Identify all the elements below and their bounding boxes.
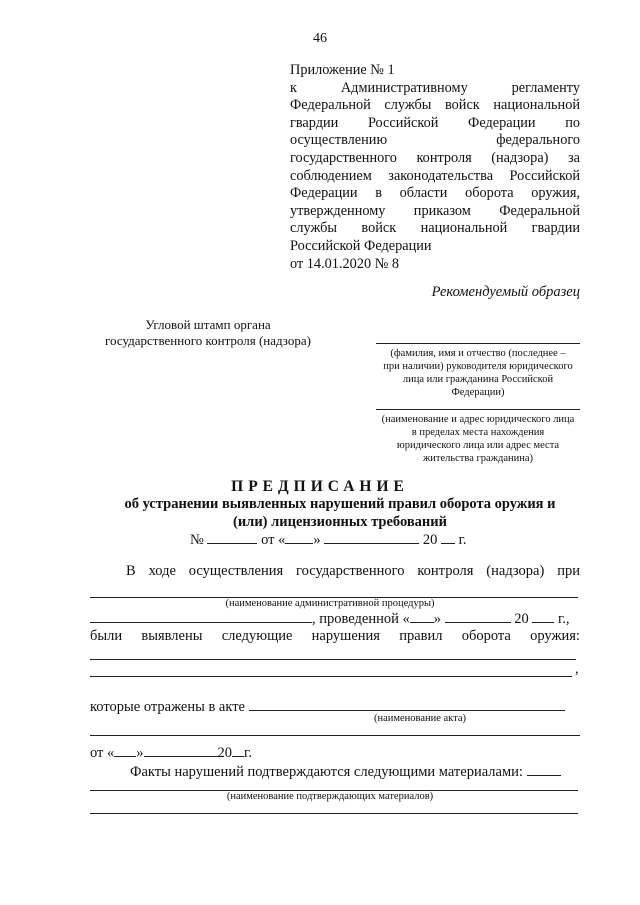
word: ходе bbox=[148, 563, 176, 579]
year-suffix: г. bbox=[458, 532, 467, 548]
materials-note: (наименование подтверждающих материалов) bbox=[226, 791, 434, 802]
word: контроля bbox=[417, 563, 474, 579]
word: при bbox=[557, 563, 580, 579]
recipient-address-note bbox=[370, 413, 586, 465]
appendix-line: Приложение № 1 bbox=[290, 62, 395, 78]
year-suffix: г., bbox=[557, 611, 570, 627]
recipient-name-line bbox=[376, 343, 580, 344]
materials-line-2 bbox=[90, 813, 578, 814]
procedure-blank bbox=[90, 609, 312, 623]
year-suffix: г. bbox=[244, 745, 252, 761]
year-blank bbox=[532, 609, 554, 623]
year-prefix: 20 bbox=[422, 532, 438, 548]
intro-line bbox=[126, 563, 580, 580]
day-blank bbox=[114, 743, 136, 757]
year-blank bbox=[441, 530, 455, 544]
act-note: (наименование акта) bbox=[373, 713, 467, 724]
subtitle-line: (или) лицензионных требований bbox=[233, 514, 447, 530]
violations-line-1 bbox=[90, 659, 576, 660]
recipient-name-note bbox=[370, 347, 586, 399]
act-blank bbox=[249, 697, 565, 711]
violations-comma: , bbox=[575, 661, 579, 677]
subtitle-line: об устранении выявленных нарушений правил оборота оружия и bbox=[124, 496, 556, 512]
document-title: ПРЕДПИСАНИЕ bbox=[231, 478, 409, 495]
recipient-address-line bbox=[376, 409, 580, 410]
word: правил bbox=[399, 628, 443, 644]
note-line: (фамилия, имя и отчество (последнее – bbox=[390, 348, 566, 359]
word: осуществления bbox=[188, 563, 284, 579]
number-date-line bbox=[190, 530, 467, 549]
document-subtitle bbox=[100, 495, 580, 531]
date-open: от « bbox=[261, 532, 286, 548]
word: следующие bbox=[221, 628, 293, 644]
page-number: 46 bbox=[313, 31, 327, 46]
month-blank bbox=[144, 743, 218, 757]
stamp-line: государственного контроля (надзора) bbox=[105, 333, 311, 348]
note-line: юридического лица или адрес места bbox=[396, 440, 560, 451]
reflected-text: которые отражены в акте bbox=[90, 699, 245, 715]
appendix-line: к Административному регламенту bbox=[290, 79, 580, 96]
appendix-line: утвержденному приказом Федеральной bbox=[290, 202, 580, 219]
conducted-line bbox=[90, 609, 570, 628]
word: были bbox=[90, 628, 123, 644]
materials-blank bbox=[527, 762, 561, 776]
note-line: жительства гражданина) bbox=[423, 453, 533, 464]
word: нарушения bbox=[311, 628, 380, 644]
word: оборота bbox=[461, 628, 511, 644]
sample-label: Рекомендуемый образец bbox=[431, 284, 580, 300]
month-blank bbox=[445, 609, 511, 623]
appendix-line: службы войск национальной гвардии bbox=[290, 220, 580, 237]
word: оружия: bbox=[530, 628, 580, 644]
appendix-line: государственного контроля (надзора) за bbox=[290, 149, 580, 166]
word: выявлены bbox=[141, 628, 203, 644]
stamp-line: Угловой штамп органа bbox=[145, 317, 271, 332]
act-line-2 bbox=[90, 735, 580, 736]
conducted-text: , проведенной « bbox=[312, 611, 410, 627]
appendix-line: Федеральной службы войск национальной bbox=[290, 97, 580, 114]
note-line: в пределах места нахождения bbox=[411, 427, 545, 438]
note-line: (наименование и адрес юридического лица bbox=[381, 414, 575, 425]
appendix-line: Российской Федерации bbox=[290, 237, 432, 254]
year-prefix: 20 bbox=[217, 745, 233, 761]
found-line bbox=[90, 628, 580, 645]
year-blank bbox=[232, 743, 244, 757]
appendix-line: Федерации в области оборота оружия, bbox=[290, 185, 580, 202]
year-prefix: 20 bbox=[514, 611, 529, 627]
note-line: лица или гражданина Российской bbox=[402, 374, 554, 385]
appendix-line: от 14.01.2020 № 8 bbox=[290, 255, 400, 272]
act-date-line bbox=[90, 743, 252, 762]
facts-text: Факты нарушений подтверждаются следующими материалами: bbox=[130, 764, 523, 780]
violations-line-2 bbox=[90, 676, 572, 677]
appendix-line: гвардии Российской Федерации по bbox=[290, 114, 580, 131]
facts-line bbox=[130, 762, 561, 781]
appendix-block bbox=[290, 62, 580, 273]
day-blank bbox=[410, 609, 434, 623]
number-sign: № bbox=[190, 532, 204, 548]
appendix-line: осуществлению федерального bbox=[290, 132, 580, 149]
day-blank bbox=[285, 530, 313, 544]
word: (надзора) bbox=[486, 563, 545, 579]
date-close: » bbox=[433, 611, 441, 627]
month-blank bbox=[324, 530, 419, 544]
corner-stamp bbox=[88, 317, 328, 349]
word: В bbox=[126, 563, 136, 579]
number-blank bbox=[207, 530, 257, 544]
procedure-note: (наименование административной процедуры) bbox=[225, 598, 435, 609]
date-open: от « bbox=[90, 745, 115, 761]
appendix-line: соблюдением законодательства Российской bbox=[290, 167, 580, 184]
word: государственного bbox=[296, 563, 405, 579]
date-close: » bbox=[136, 745, 144, 761]
date-close: » bbox=[313, 532, 321, 548]
note-line: Федерации) bbox=[451, 387, 505, 398]
note-line: при наличии) руководителя юридического bbox=[383, 361, 573, 372]
